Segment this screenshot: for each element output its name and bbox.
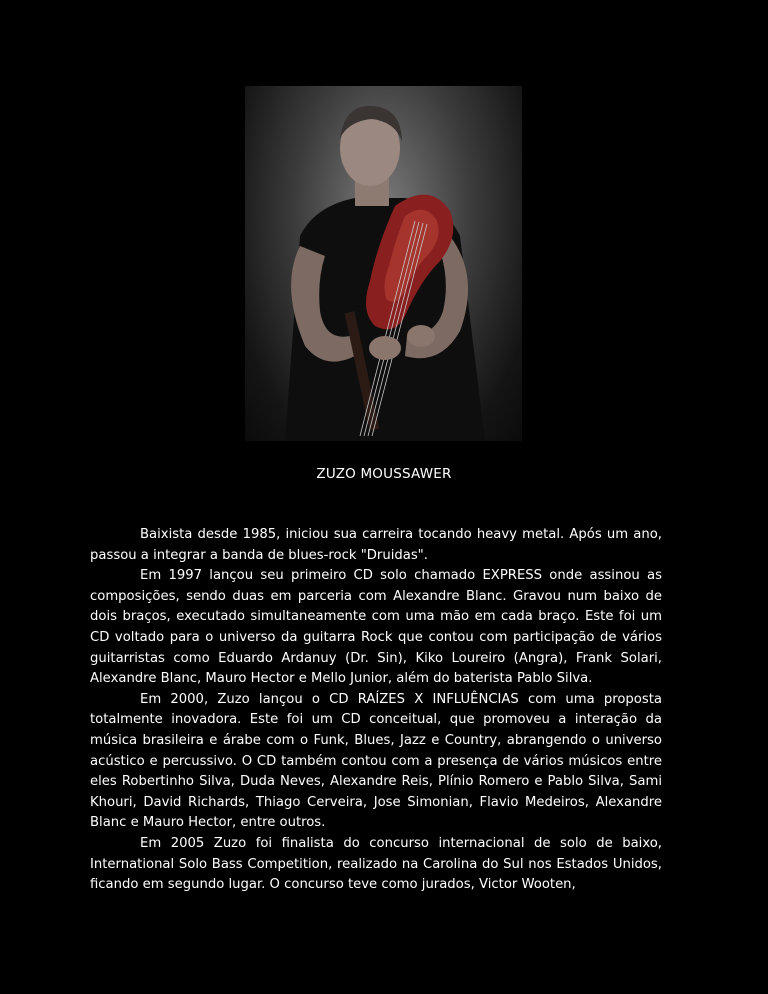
bassist-portrait-image: [245, 86, 522, 441]
biography-text: [90, 525, 662, 896]
document-title: ZUZO MOUSSAWER: [316, 466, 452, 482]
paragraph: Em 1997 lançou seu primeiro CD solo chamado EXPRESS onde assinou as composições, sendo duas em parceria com Alexandre Blanc. Gravou num baixo de dois braços, executado simultaneamente com uma mão em cada braço. Este foi um CD voltado para o universo da guitarra Rock que contou com participação de vários guitarristas como Eduardo Ardanuy (Dr. Sin), Kiko Loureiro (Angra), Frank Solari, Alexandre Blanc, Mauro Hector e Mello Junior, além do baterista Pablo Silva.: [90, 568, 662, 687]
paragraph: Em 2005 Zuzo foi finalista do concurso internacional de solo de baixo, International Solo Bass Competition, realizado na Carolina do Sul nos Estados Unidos, ficando em segundo lugar. O concurso teve como jurados, Victor Wooten,: [90, 835, 662, 893]
paragraph: Em 2000, Zuzo lançou o CD RAÍZES X INFLUÊNCIAS com uma proposta totalmente inovadora. Este foi um CD conceitual, que promoveu a interação da música brasileira e árabe com o Funk, Blues, Jazz e Country, abrangendo o universo acústico e percussivo. O CD também contou com a presença de vários músicos entre eles Robertinho Silva, Duda Neves, Alexandre Reis, Plínio Romero e Pablo Silva, Sami Khouri, David Richards, Thiago Cerveira, Jose Simonian, Flavio Medeiros, Alexandre Blanc e Mauro Hector, entre outros.: [90, 691, 662, 831]
paragraph: Baixista desde 1985, iniciou sua carreira tocando heavy metal. Após um ano, passou a integrar a banda de blues-rock "Druidas".: [90, 527, 662, 563]
artist-photo: [245, 86, 522, 441]
